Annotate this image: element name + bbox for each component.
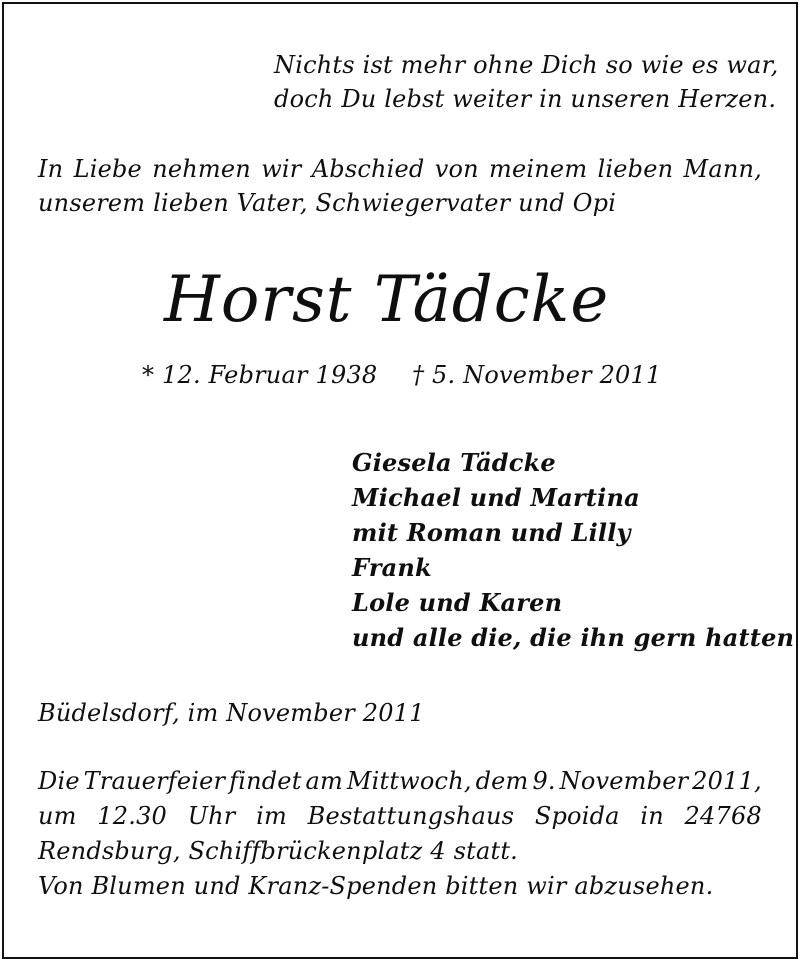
family-line-6: und alle die, die ihn gern hatten [352, 623, 795, 652]
intro-word: Abschied [311, 155, 425, 183]
intro-word: nehmen [152, 155, 251, 183]
intro-word: meinem [489, 155, 588, 183]
place-date: Büdelsdorf, im November 2011 [38, 699, 425, 727]
intro-line-1 [38, 152, 762, 186]
intro-word: In [38, 155, 64, 183]
funeral-word: Mittwoch, [346, 767, 472, 795]
intro-word: Liebe [73, 155, 142, 183]
funeral-word: Trauerfeier [83, 767, 226, 795]
family-line-5: Lole und Karen [352, 588, 563, 617]
funeral-word: Die [38, 767, 80, 795]
family-line-4: Frank [352, 553, 432, 582]
funeral-word: in [640, 802, 664, 830]
death-date: † 5. November 2011 [412, 361, 662, 389]
funeral-word: 2011, [692, 767, 762, 795]
intro-line-2: unserem lieben Vater, Schwiegervater und Opi [38, 189, 617, 217]
funeral-word: Spoida [534, 802, 620, 830]
funeral-word: Bestattungshaus [307, 802, 515, 830]
funeral-line-3: Rendsburg, Schiffbrückenplatz 4 statt. [38, 837, 518, 865]
intro-word: lieben [597, 155, 674, 183]
funeral-word: dem [475, 767, 529, 795]
intro-word: Mann, [683, 155, 762, 183]
poem-line-1: Nichts ist mehr ohne Dich so wie es war, [274, 51, 779, 79]
funeral-word: findet [229, 767, 302, 795]
funeral-line-4: Von Blumen und Kranz-Spenden bitten wir abzusehen. [38, 872, 714, 900]
funeral-word: 24768 [684, 802, 762, 830]
funeral-word: November [559, 767, 689, 795]
family-line-1: Giesela Tädcke [352, 448, 556, 477]
intro-word: wir [261, 155, 302, 183]
funeral-word: 12.30 [97, 802, 168, 830]
funeral-word: um [38, 802, 77, 830]
deceased-name: Horst Tädcke [164, 263, 610, 337]
family-line-3: mit Roman und Lilly [352, 518, 631, 547]
funeral-word: Uhr [187, 802, 236, 830]
funeral-word: 9. [532, 767, 556, 795]
poem-line-2: doch Du lebst weiter in unseren Herzen. [274, 85, 777, 113]
intro-word: von [434, 155, 479, 183]
funeral-line-2 [38, 799, 762, 833]
family-line-2: Michael und Martina [352, 483, 640, 512]
funeral-line-1 [38, 764, 762, 798]
birth-date: * 12. Februar 1938 [142, 361, 378, 389]
funeral-word: im [256, 802, 287, 830]
funeral-word: am [305, 767, 343, 795]
